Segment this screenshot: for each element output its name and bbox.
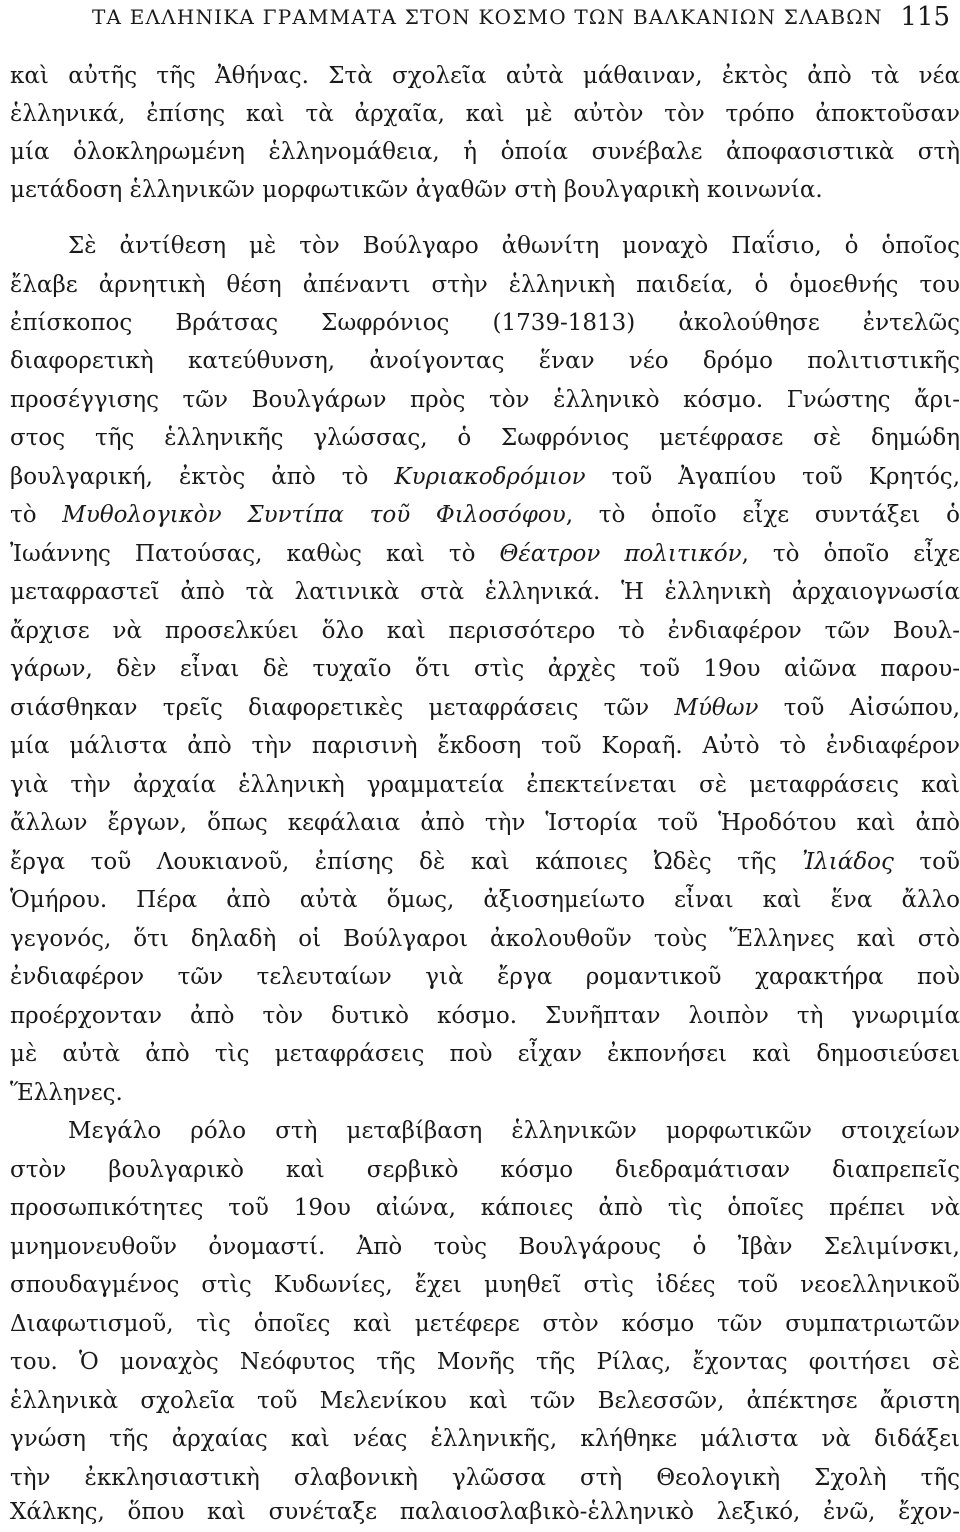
text-line: Χάλκης, ὅπου καὶ συνέταξε παλαιοσλαβικὸ-ἑλληνικὸ λεξικό, ἐνῶ, ἔχον- (10, 1499, 960, 1525)
text-line: Διαφωτισμοῦ, τὶς ὁποῖες καὶ μετέφερε στὸν κόσμο τῶν συμπατριωτῶν (10, 1311, 960, 1337)
text-line: προσωπικότητες τοῦ 19ου αἰώνα, κάποιες ἀπὸ τὶς ὁποῖες πρέπει νὰ (10, 1195, 960, 1221)
page-number: 115 (900, 2, 950, 32)
text-line: ἄλλων ἔργων, ὅπως κεφάλαια ἀπὸ τὴν Ἱστορία τοῦ Ἡροδότου καὶ ἀπὸ (10, 810, 960, 836)
text-line: τὴν ἐκκλησιαστικὴ σλαβονικὴ γλῶσσα στὴ Θεολογικὴ Σχολὴ τῆς (10, 1465, 960, 1491)
text-line: μία μάλιστα ἀπὸ τὴν παρισινὴ ἔκδοση τοῦ Κοραῆ. Αὐτὸ τὸ ἐνδιαφέρον (10, 733, 960, 759)
text-line: ἔλαβε ἀρνητικὴ θέση ἀπέναντι στὴν ἑλληνικὴ παιδεία, ὁ ὁμοεθνής του (10, 272, 960, 298)
text-line: καὶ αὐτῆς τῆς Ἀθήνας. Στὰ σχολεῖα αὐτὰ μάθαιναν, ἐκτὸς ἀπὸ τὰ νέα (10, 63, 960, 89)
text-line: τὸ Μυθολογικὸν Συντίπα τοῦ Φιλοσόφου, τὸ ὁποῖο εἶχε συντάξει ὁ (10, 502, 960, 528)
text-line: σιάσθηκαν τρεῖς διαφορετικὲς μεταφράσεις τῶν Μύθων τοῦ Αἰσώπου, (10, 695, 960, 721)
text-line: προέρχονταν ἀπὸ τὸν δυτικὸ κόσμο. Συνῆπταν λοιπὸν τὴ γνωριμία (10, 1003, 960, 1029)
text-line: Σὲ ἀντίθεση μὲ τὸν Βούλγαρο ἀθωνίτη μοναχὸ Παΐσιο, ὁ ὁποῖος (68, 233, 960, 259)
text-line: στὸν βουλγαρικὸ καὶ σερβικὸ κόσμο διεδραμάτισαν διαπρεπεῖς (10, 1157, 960, 1183)
title-italic: Μυθολογικὸν Συντίπα τοῦ Φιλοσόφου (62, 502, 566, 528)
text-line: Μεγάλο ρόλο στὴ μεταβίβαση ἑλληνικῶν μορφωτικῶν στοιχείων (68, 1118, 960, 1144)
text-line: μὲ αὐτὰ ἀπὸ τὶς μεταφράσεις ποὺ εἶχαν ἐκπονήσει καὶ δημοσιεύσει (10, 1041, 960, 1067)
title-italic: Θέατρον πολιτικόν (499, 541, 742, 567)
text-line: Ἰωάννης Πατούσας, καθὼς καὶ τὸ Θέατρον πολιτικόν, τὸ ὁποῖο εἶχε (10, 541, 960, 567)
title-italic: Ἰλιάδος (802, 849, 894, 875)
text-line: γάρων, δὲν εἶναι δὲ τυχαῖο ὅτι στὶς ἀρχὲς τοῦ 19ου αἰῶνα παρου- (10, 656, 960, 682)
text-line: του. Ὁ μοναχὸς Νεόφυτος τῆς Μονῆς τῆς Ρίλας, ἔχοντας φοιτήσει σὲ (10, 1349, 960, 1375)
text-line: μεταφραστεῖ ἀπὸ τὰ λατινικὰ στὰ ἑλληνικά. Ἡ ἑλληνικὴ ἀρχαιογνωσία (10, 579, 960, 605)
text-line: σπουδαγμένος στὶς Κυδωνίες, ἔχει μυηθεῖ στὶς ἰδέες τοῦ νεοελληνικοῦ (10, 1272, 960, 1298)
text-line: Ὁμήρου. Πέρα ἀπὸ αὐτὰ ὅμως, ἀξιοσημείωτο εἶναι καὶ ἕνα ἄλλο (10, 887, 960, 913)
text-line: Ἕλληνες. (10, 1080, 123, 1106)
text-line: γνώση τῆς ἀρχαίας καὶ νέας ἑλληνικῆς, κλήθηκε μάλιστα νὰ διδάξει (10, 1426, 960, 1452)
text-line: ἔργα τοῦ Λουκιανοῦ, ἐπίσης δὲ καὶ κάποιες Ὠδὲς τῆς Ἰλιάδος τοῦ (10, 849, 960, 875)
text-line: ἐπίσκοπος Βράτσας Σωφρόνιος (1739-1813) ἀκολούθησε ἐντελῶς (10, 310, 960, 336)
text-line: μία ὁλοκληρωμένη ἑλληνομάθεια, ἡ ὁποία συνέβαλε ἀποφασιστικὰ στὴ (10, 139, 960, 165)
text-line: ἄρχισε νὰ προσελκύει ὅλο καὶ περισσότερο τὸ ἐνδιαφέρον τῶν Βουλ- (10, 618, 960, 644)
text-line: ἑλληνικά, ἐπίσης καὶ τὰ ἀρχαῖα, καὶ μὲ αὐτὸν τὸν τρόπο ἀποκτοῦσαν (10, 101, 960, 127)
title-italic: Κυριακοδρόμιον (394, 464, 586, 490)
text-line: προσέγγισης τῶν Βουλγάρων πρὸς τὸν ἑλληνικὸ κόσμο. Γνώστης ἄρι- (10, 387, 960, 413)
running-head: ΤΑ ΕΛΛΗΝΙΚΑ ΓΡΑΜΜΑΤΑ ΣΤΟΝ ΚΟΣΜΟ ΤΩΝ ΒΑΛΚΑΝΙΩΝ ΣΛΑΒΩΝ (92, 5, 883, 29)
text-line: ἐνδιαφέρον τῶν τελευταίων γιὰ ἔργα ρομαντικοῦ χαρακτήρα ποὺ (10, 964, 960, 990)
text-line: ἑλληνικὰ σχολεῖα τοῦ Μελενίκου καὶ τῶν Βελεσσῶν, ἀπέκτησε ἄριστη (10, 1388, 960, 1414)
text-line: γεγονός, ὅτι δηλαδὴ οἱ Βούλγαροι ἀκολουθοῦν τοὺς Ἕλληνες καὶ στὸ (10, 926, 960, 952)
text-line: στος τῆς ἑλληνικῆς γλώσσας, ὁ Σωφρόνιος μετέφρασε σὲ δημώδη (10, 425, 960, 451)
text-line: γιὰ τὴν ἀρχαία ἑλληνικὴ γραμματεία ἐπεκτείνεται σὲ μεταφράσεις καὶ (10, 772, 960, 798)
text-line: διαφορετικὴ κατεύθυνση, ἀνοίγοντας ἕναν νέο δρόμο πολιτιστικῆς (10, 348, 960, 374)
text-line: βουλγαρική, ἐκτὸς ἀπὸ τὸ Κυριακοδρόμιον τοῦ Ἀγαπίου τοῦ Κρητός, (10, 464, 960, 490)
title-italic: Μύθων (674, 695, 759, 721)
text-line: μετάδοση ἑλληνικῶν μορφωτικῶν ἀγαθῶν στὴ βουλγαρικὴ κοινωνία. (10, 177, 823, 203)
text-line: μνημονευθοῦν ὀνομαστί. Ἀπὸ τοὺς Βουλγάρους ὁ Ἰβὰν Σελιμίνσκι, (10, 1234, 960, 1260)
